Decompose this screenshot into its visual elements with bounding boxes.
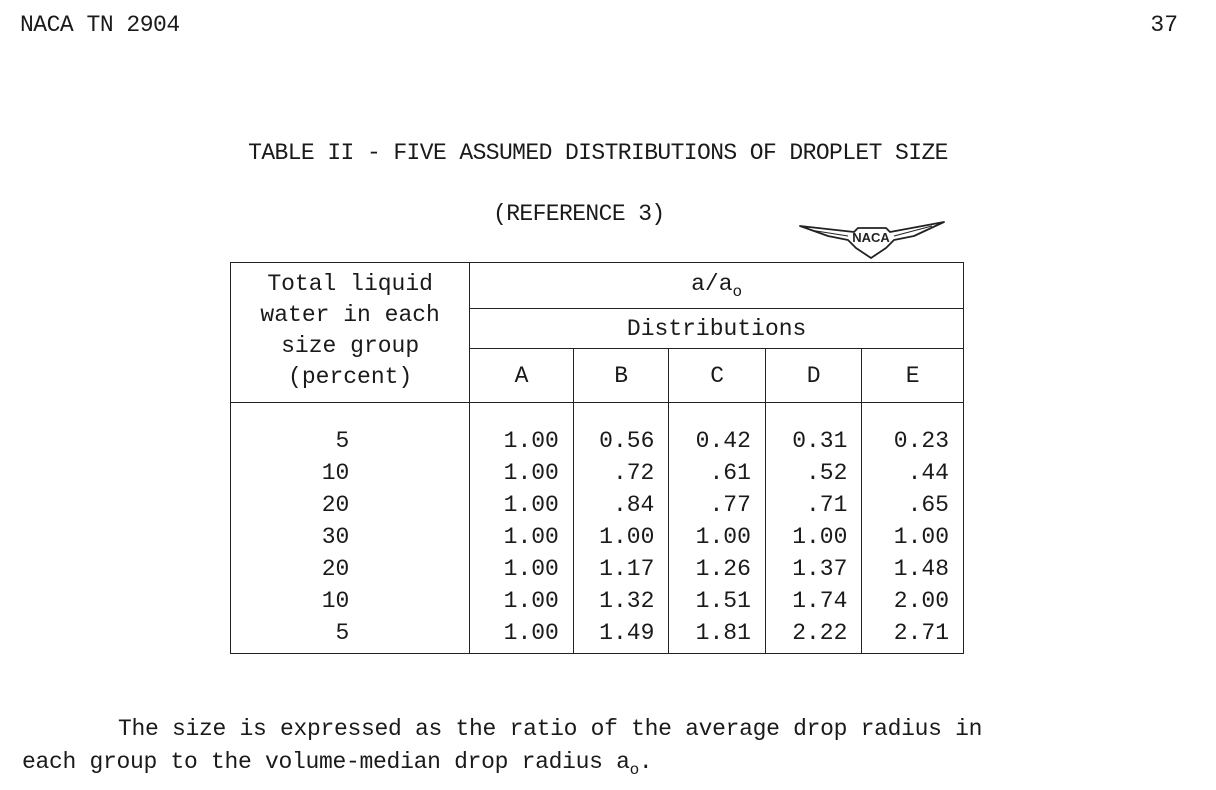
stub-header: Total liquid water in each size group (percent) [231,263,470,403]
footnote-line-2: each group to the volume-median drop radius $a_o$. [22,749,653,779]
value-cell: 1.17 [573,553,669,585]
footnote-line-1: The size is expressed as the ratio of the average drop radius in [118,716,983,742]
table-row [231,585,964,617]
value-cell: 1.00 [470,457,574,489]
value-cell: .84 [573,489,669,521]
table-subtitle: (REFERENCE 3) [493,201,665,227]
value-cell: .72 [573,457,669,489]
table-row [231,617,964,654]
percent-cell: 10 [231,585,470,617]
footnote-paragraph [22,713,982,787]
value-cell: 0.56 [573,425,669,457]
percent-cell: 20 [231,489,470,521]
value-cell: 1.00 [862,521,964,553]
value-cell: 1.51 [669,585,766,617]
percent-cell: 10 [231,457,470,489]
value-cell: 1.32 [573,585,669,617]
value-cell: 1.00 [470,553,574,585]
value-cell: 2.00 [862,585,964,617]
percent-cell: 5 [231,425,470,457]
value-cell: 1.81 [669,617,766,654]
page-number: 37 [1150,12,1178,38]
value-cell: 2.71 [862,617,964,654]
value-cell: 1.26 [669,553,766,585]
percent-cell: 30 [231,521,470,553]
percent-cell: 5 [231,617,470,654]
value-cell: 1.00 [470,521,574,553]
value-cell: 0.42 [669,425,766,457]
naca-wings-logo-icon [796,218,946,260]
value-cell: 1.49 [573,617,669,654]
report-id: NACA TN 2904 [20,12,180,38]
droplet-distribution-table [230,262,964,654]
value-cell: 0.31 [765,425,862,457]
table-row [231,457,964,489]
logo-text: NACA [852,230,890,245]
percent-cell: 20 [231,553,470,585]
column-header-e: E [862,349,964,403]
column-header-d: D [765,349,862,403]
value-cell: 1.00 [470,617,574,654]
value-cell: 1.00 [470,425,574,457]
value-cell: 1.00 [765,521,862,553]
column-header-b: B [573,349,669,403]
value-cell: 0.23 [862,425,964,457]
value-cell: 1.00 [470,489,574,521]
value-cell: .65 [862,489,964,521]
table-row [231,553,964,585]
value-cell: 2.22 [765,617,862,654]
value-cell: 1.74 [765,585,862,617]
table-row [231,425,964,457]
value-cell: 1.00 [470,585,574,617]
value-cell: 1.00 [573,521,669,553]
value-cell: .77 [669,489,766,521]
value-cell: 1.37 [765,553,862,585]
value-cell: .71 [765,489,862,521]
value-cell: .44 [862,457,964,489]
column-header-c: C [669,349,766,403]
table-title: TABLE II - FIVE ASSUMED DISTRIBUTIONS OF DROPLET SIZE [248,140,948,166]
value-cell: .52 [765,457,862,489]
value-cell: .61 [669,457,766,489]
value-cell: 1.48 [862,553,964,585]
distributions-header: Distributions [470,309,964,349]
value-cell: 1.00 [669,521,766,553]
ratio-header: $a/a_o$ [470,263,964,309]
column-header-a: A [470,349,574,403]
table-row [231,489,964,521]
table-row [231,521,964,553]
